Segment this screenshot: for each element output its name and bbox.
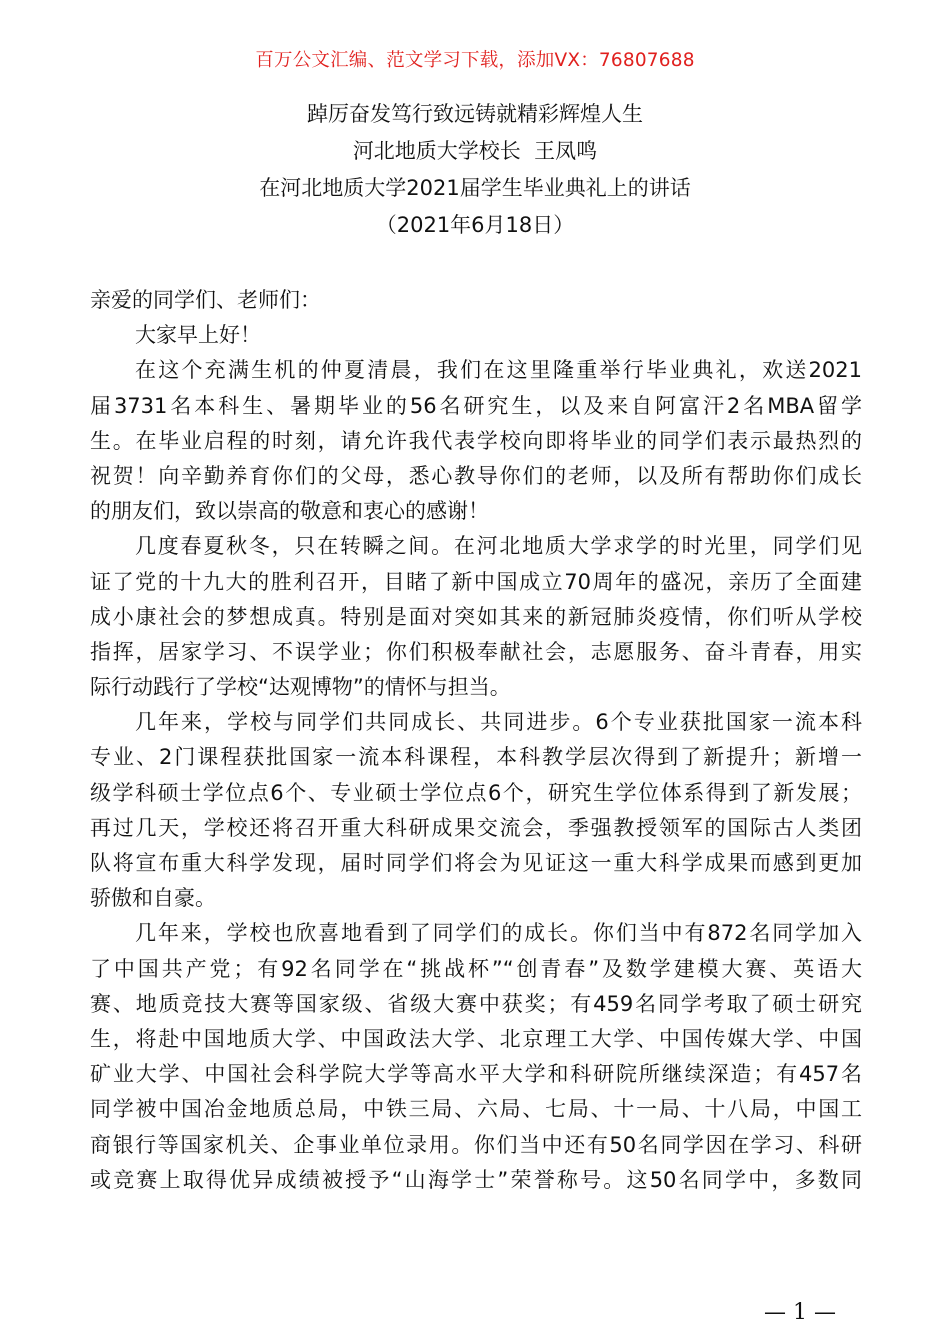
- text-line: 生，将赴中国地质大学、中国政法大学、北京理工大学、中国传媒大学、中国: [90, 1026, 862, 1051]
- text-line: 专业、2门课程获批国家一流本科课程，本科教学层次得到了新提升；新增一: [90, 745, 862, 770]
- text-line: 生。在毕业启程的时刻，请允许我代表学校向即将毕业的同学们表示最热烈的: [90, 428, 862, 453]
- text-line: 几度春夏秋冬，只在转瞬之间。在河北地质大学求学的时光里，同学们见: [135, 534, 862, 559]
- watermark-banner: 百万公文汇编、范文学习下载，添加VX：76807688: [255, 50, 695, 71]
- text-line: 了中国共产党；有92名同学在“挑战杯”“创青春”及数学建模大赛、英语大: [90, 956, 862, 981]
- text-line: 成小康社会的梦想成真。特别是面对突如其来的新冠肺炎疫情，你们听从学校: [90, 604, 862, 629]
- paragraph-memories: [90, 529, 862, 705]
- paragraph-welcome: [90, 353, 862, 529]
- text-line: 几年来，学校也欣喜地看到了同学们的成长。你们当中有872名同学加入: [135, 921, 862, 946]
- speaker-line: 河北地质大学校长 王凤鸣: [352, 139, 598, 163]
- text-line: 在这个充满生机的仲夏清晨，我们在这里隆重举行毕业典礼，欢送2021: [135, 358, 862, 383]
- page-number: — 1 —: [764, 1300, 836, 1325]
- document-header: [0, 96, 950, 244]
- text-line: 几年来，学校与同学们共同成长、共同进步。6个专业获批国家一流本科: [135, 710, 862, 735]
- speech-body: [90, 283, 862, 1198]
- text-line: 的朋友们，致以崇高的敬意和衷心的感谢！: [90, 499, 489, 524]
- text-line: 矿业大学、中国社会科学院大学等高水平大学和科研院所继续深造；有457名: [90, 1062, 862, 1087]
- text-line: 祝贺！向辛勤养育你们的父母，悉心教导你们的老师，以及所有帮助你们成长: [90, 463, 862, 488]
- speech-title: 踔厉奋发笃行致远铸就精彩辉煌人生: [307, 102, 643, 126]
- text-line: 骄傲和自豪。: [90, 886, 216, 911]
- text-line: 级学科硕士学位点6个、专业硕士学位点6个，研究生学位体系得到了新发展；: [90, 780, 862, 805]
- text-line: 届3731名本科生、暑期毕业的56名研究生，以及来自阿富汗2名MBA留学: [90, 393, 862, 418]
- text-line: 同学被中国冶金地质总局，中铁三局、六局、七局、十一局、十八局，中国工: [90, 1097, 862, 1122]
- speech-date: （2021年6月18日）: [375, 213, 575, 237]
- paragraph-student-growth: [90, 916, 862, 1198]
- occasion-line: 在河北地质大学2021届学生毕业典礼上的讲话: [259, 176, 691, 200]
- text-line: 队将宣布重大科学发现，届时同学们将会为见证这一重大科学成果而感到更加: [90, 851, 862, 875]
- text-line: 或竞赛上取得优异成绩被授予“山海学士”荣誉称号。这50名同学中，多数同: [90, 1167, 862, 1192]
- text-line: 证了党的十九大的胜利召开，目睹了新中国成立70周年的盛况，亲历了全面建: [90, 569, 862, 594]
- text-line: 赛、地质竞技大赛等国家级、省级大赛中获奖；有459名同学考取了硕士研究: [90, 991, 862, 1016]
- greeting: 大家早上好！: [135, 323, 261, 348]
- salutation: 亲爱的同学们、老师们：: [90, 288, 321, 312]
- text-line: 指挥，居家学习、不误学业；你们积极奉献社会，志愿服务、奋斗青春，用实: [90, 639, 862, 664]
- text-line: 再过几天，学校还将召开重大科研成果交流会，季强教授领军的国际古人类团: [90, 815, 862, 840]
- paragraph-school-progress: [90, 705, 862, 916]
- text-line: 商银行等国家机关、企事业单位录用。你们当中还有50名同学因在学习、科研: [90, 1132, 862, 1157]
- text-line: 际行动践行了学校“达观博物”的情怀与担当。: [90, 675, 511, 700]
